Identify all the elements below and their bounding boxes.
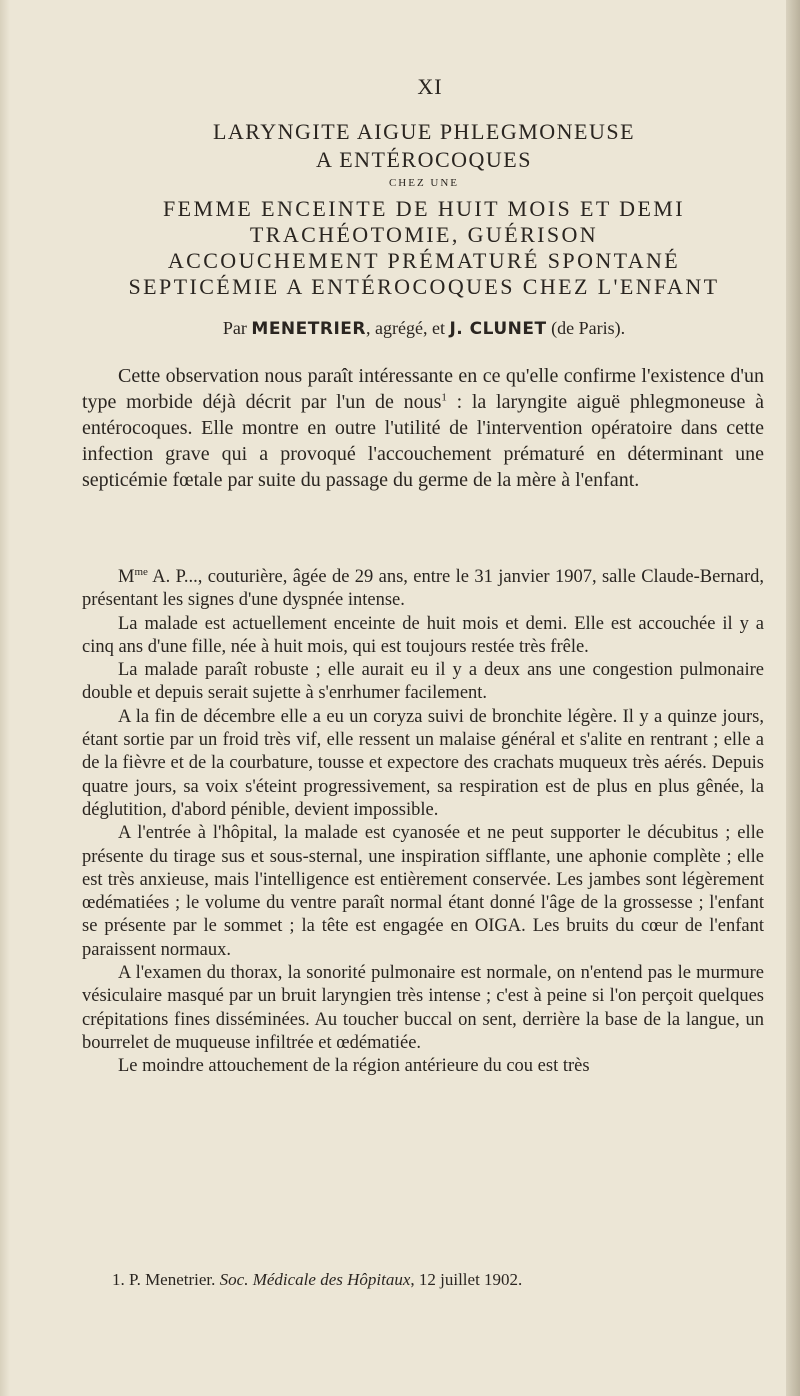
obs-paragraph: Le moindre attouchement de la région antérieure du cou est très	[118, 1056, 590, 1077]
obs-paragraph: A la fin de décembre elle a eu un coryza suivi de bronchite légère. Il y a quinze jours, étant sortie par un froid très vif, elle ressent un malaise général et s'alite en rentrant ; elle a de la fièvre et de la courbature, tousse et expectore des crachats muqueux très aérés. Depuis quatre jours, sa voix s'éteint progressivement, sa respiration est de plus en plus gênée, la déglutition, d'abord pénible, devient impossible.	[82, 706, 764, 820]
author-menetrier: MENETRIER	[251, 319, 366, 339]
footnote-ref: 1	[441, 391, 447, 404]
title-chez-une: CHEZ UNE	[388, 177, 460, 189]
page-right-edge	[786, 0, 800, 1396]
obs-paragraph: A l'entrée à l'hôpital, la malade est cyanosée et ne peut supporter le décubitus ; elle présente du tirage sus et sous-sternal, une inspiration sifflante, une aphonie complète ; elle est très anxieuse, mais l'intelligence est entièrement conservée. Les jambes sont légèrement œdématiées ; le volume du ventre paraît normal étant donné l'âge de la grossesse ; l'enfant se présente par le sommet ; la tête est engagée en OIGA. Les bruits du cœur de l'enfant paraissent normaux.	[82, 823, 764, 960]
footnote-number: 1.	[112, 1270, 125, 1289]
obs-paragraph: La malade est actuellement enceinte de huit mois et demi. Elle est accouchée il y a cinq ans d'une fille, née à huit mois, qui est toujours restée très frêle.	[82, 613, 764, 657]
observation-text	[82, 566, 764, 1079]
intro-paragraph	[82, 363, 764, 493]
mme-sup: me	[134, 565, 148, 578]
footnote-journal: Soc. Médicale des Hôpitaux	[219, 1270, 411, 1289]
title-line: A ENTÉROCOQUES	[316, 147, 532, 172]
chapter-number: XI	[417, 74, 443, 99]
obs-paragraph: A l'examen du thorax, la sonorité pulmonaire est normale, on n'entend pas le murmure vésiculaire masqué par un bruit laryngien très intense ; c'est à peine si l'on perçoit quelques crépitations fines disséminées. Au toucher buccal on sent, derrière la base de la langue, un bourrelet de muqueuse infiltrée et œdématiée.	[82, 963, 764, 1053]
intro-text-a: Cette observation nous paraît intéressante en ce qu'elle confirme l'existence d'un type morbide déjà décrit par l'un de nous	[82, 365, 764, 413]
authors-line	[84, 318, 764, 339]
author-clunet: J. CLUNET	[449, 319, 547, 339]
title-line: TRACHÉOTOMIE, GUÉRISON	[249, 222, 599, 247]
title-line: LARYNGITE AIGUE PHLEGMONEUSE	[212, 119, 636, 144]
footnote	[112, 1270, 762, 1290]
footnote-date: , 12 juillet 1902.	[410, 1270, 523, 1289]
mme-abbrev: M	[118, 567, 135, 587]
authors-par: Par	[222, 318, 247, 338]
author1-title: , agrégé, et	[366, 318, 445, 338]
obs-paragraph: La malade paraît robuste ; elle aurait eu il y a deux ans une congestion pulmonaire double et depuis serait sujette à s'enrhumer facilement.	[82, 660, 764, 704]
title-line: FEMME ENCEINTE DE HUIT MOIS ET DEMI	[163, 196, 685, 221]
intro-text-b: : la laryngite aiguë phlegmoneuse à entérocoques. Elle montre en outre l'utilité de l'intervention opératoire dans cette infection grave qui a provoqué l'accouchement prématuré en déterminant une septicémie fœtale par suite du passage du germe de la mère à l'enfant.	[82, 391, 764, 491]
title-part-1	[84, 118, 764, 174]
title-part-2	[84, 196, 764, 300]
title-line: SEPTICÉMIE A ENTÉROCOQUES CHEZ L'ENFANT	[128, 274, 720, 299]
obs-paragraph	[82, 566, 764, 613]
footnote-author: P. Menetrier.	[129, 1270, 216, 1289]
title-line: ACCOUCHEMENT PRÉMATURÉ SPONTANÉ	[167, 248, 681, 273]
obs-p1: A. P..., couturière, âgée de 29 ans, entre le 31 janvier 1907, salle Claude-Bernard, présentant les signes d'une dyspnée intense.	[82, 567, 764, 611]
page-left-edge	[0, 0, 10, 1396]
author2-place: (de Paris).	[551, 318, 626, 338]
